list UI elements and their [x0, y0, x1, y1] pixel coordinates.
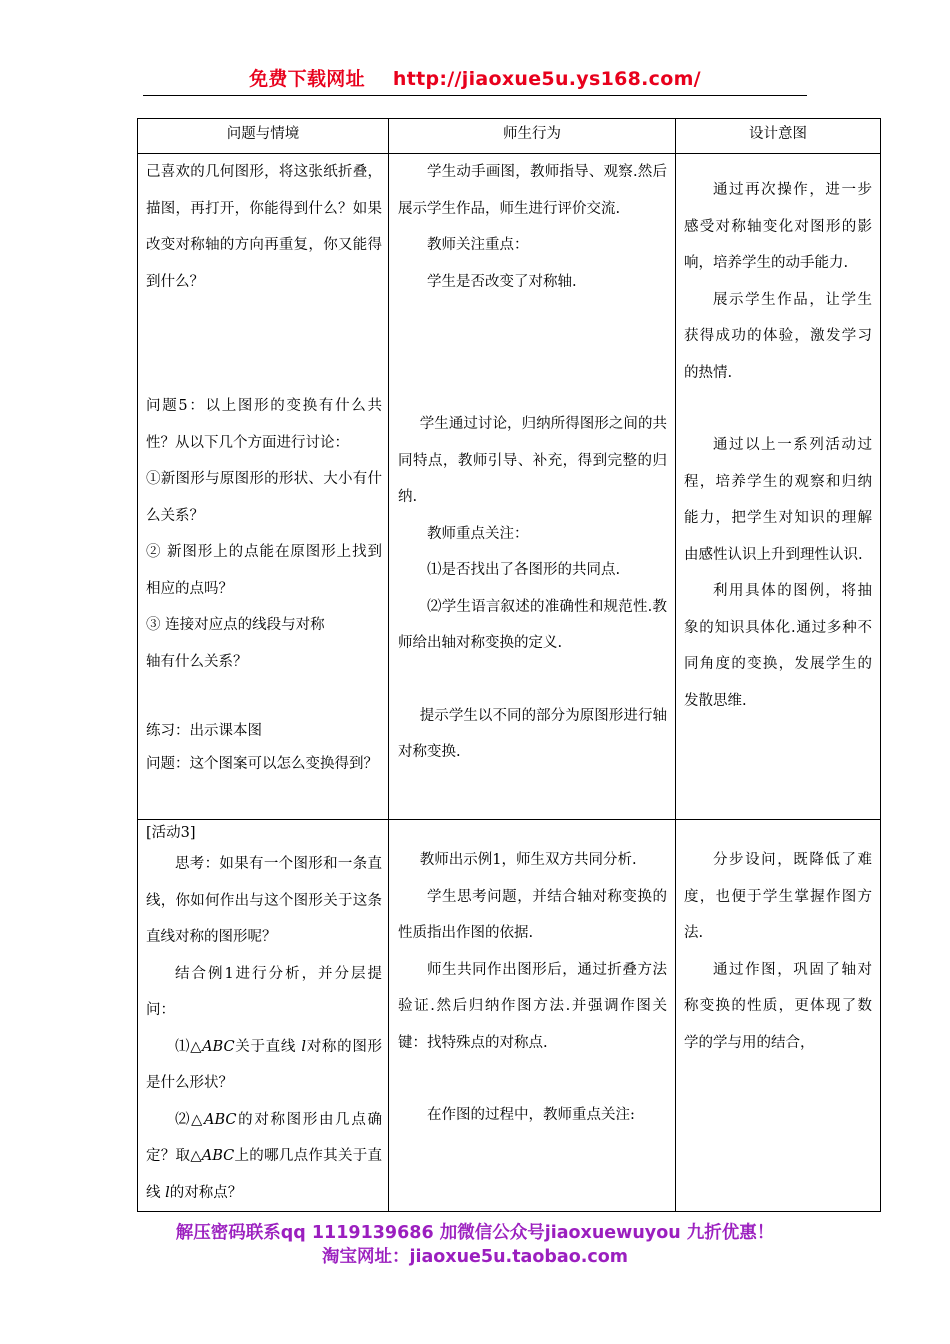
row1-situation-cell — [138, 154, 389, 820]
row1-behavior-cell — [389, 154, 676, 820]
paragraph: 己喜欢的几何图形，将这张纸折叠，描图，再打开，你能得到什么？如果改变对称轴的方向再重复，你又能得到什么？ — [146, 164, 382, 290]
paragraph: 教师重点关注： — [427, 525, 529, 542]
paragraph: ⑵学生语言叙述的准确性和规范性.教师给出轴对称变换的定义. — [398, 598, 667, 651]
row2-situation-cell — [138, 820, 389, 1212]
row2-behavior-cell — [389, 820, 676, 1212]
paragraph: 通过以上一系列活动过程，培养学生的观察和归纳能力，把学生对知识的理解由感性认识上升到理性认识. — [684, 437, 872, 563]
paragraph: 学生通过讨论，归纳所得图形之间的共同特点，教师引导、补充，得到完整的归纳. — [398, 416, 667, 505]
paragraph: 学生是否改变了对称轴. — [427, 273, 577, 290]
paragraph: 问题5：以上图形的变换有什么共性？从以下几个方面进行讨论： — [146, 398, 382, 451]
paragraph: ⑴△ABC关于直线 l对称的图形是什么形状？ — [146, 1038, 383, 1091]
paragraph: ③ 连接对应点的线段与对称 — [146, 617, 325, 633]
paragraph: 提示学生以不同的部分为原图形进行轴对称变换. — [398, 707, 667, 760]
paragraph: 学生动手画图，教师指导、观察.然后展示学生作品，师生进行评价交流. — [398, 164, 667, 217]
table-header-row — [138, 119, 881, 154]
paragraph: ①新图形与原图形的形状、大小有什么关系？ — [146, 471, 382, 524]
activity-title: [活动3] — [146, 825, 196, 841]
table-row — [138, 820, 881, 1212]
column-header-intent: 设计意图 — [676, 119, 881, 154]
paragraph: 轴有什么关系？ — [146, 653, 248, 670]
footer-shop-line: 淘宝网址：jiaoxue5u.taobao.com — [321, 1247, 629, 1267]
paragraph: 通过再次操作，进一步感受对称轴变化对图形的影响，培养学生的动手能力. — [684, 182, 872, 271]
paragraph: 练习：出示课本图 — [146, 723, 262, 739]
paragraph: 师生共同作出图形后，通过折叠方法验证.然后归纳作图方法.并强调作图关键：找特殊点的对称点. — [398, 961, 667, 1051]
header-label: 免费下载网址 — [249, 68, 365, 90]
paragraph: 思考：如果有一个图形和一条直线，你如何作出与这个图形关于这条直线对称的图形呢？ — [146, 856, 382, 945]
row1-intent-cell — [676, 154, 881, 820]
column-header-situation: 问题与情境 — [138, 119, 389, 154]
paragraph: ⑴是否找出了各图形的共同点. — [427, 562, 621, 578]
paragraph: 教师关注重点： — [427, 237, 529, 253]
paragraph: 教师出示例1，师生双方共同分析. — [419, 852, 637, 868]
paragraph: 在作图的过程中，教师重点关注: — [427, 1107, 635, 1123]
lesson-plan-table — [137, 118, 881, 1212]
paragraph: 问题：这个图案可以怎么变换得到？ — [146, 756, 378, 772]
header-divider — [143, 95, 807, 96]
paragraph: 分步设问，既降低了难度，也便于学生掌握作图方法. — [684, 852, 872, 941]
paragraph: 学生思考问题，并结合轴对称变换的性质指出作图的依据. — [398, 888, 667, 941]
table-row — [138, 154, 881, 820]
page-header — [0, 64, 950, 91]
paragraph: ② 新图形上的点能在原图形上找到相应的点吗？ — [146, 544, 382, 597]
row2-intent-cell — [676, 820, 881, 1212]
paragraph: ⑵△ABC的对称图形由几点确定？取△ABC上的哪几点作其关于直线 l的对称点？ — [146, 1111, 383, 1201]
paragraph: 利用具体的图例，将抽象的知识具体化.通过多种不同角度的变换，发展学生的发散思维. — [684, 583, 872, 709]
paragraph: 结合例1进行分析，并分层提问： — [146, 965, 382, 1018]
header-url-link[interactable]: http://jiaoxue5u.ys168.com/ — [392, 68, 701, 90]
footer-contact-line: 解压密码联系qq 1119139686 加微信公众号jiaoxuewuyou 九折优惠！ — [175, 1223, 775, 1243]
paragraph: 展示学生作品，让学生获得成功的体验，激发学习的热情. — [684, 291, 872, 381]
column-header-behavior: 师生行为 — [389, 119, 676, 154]
paragraph: 通过作图，巩固了轴对称变换的性质，更体现了数学的学与用的结合， — [684, 961, 872, 1051]
